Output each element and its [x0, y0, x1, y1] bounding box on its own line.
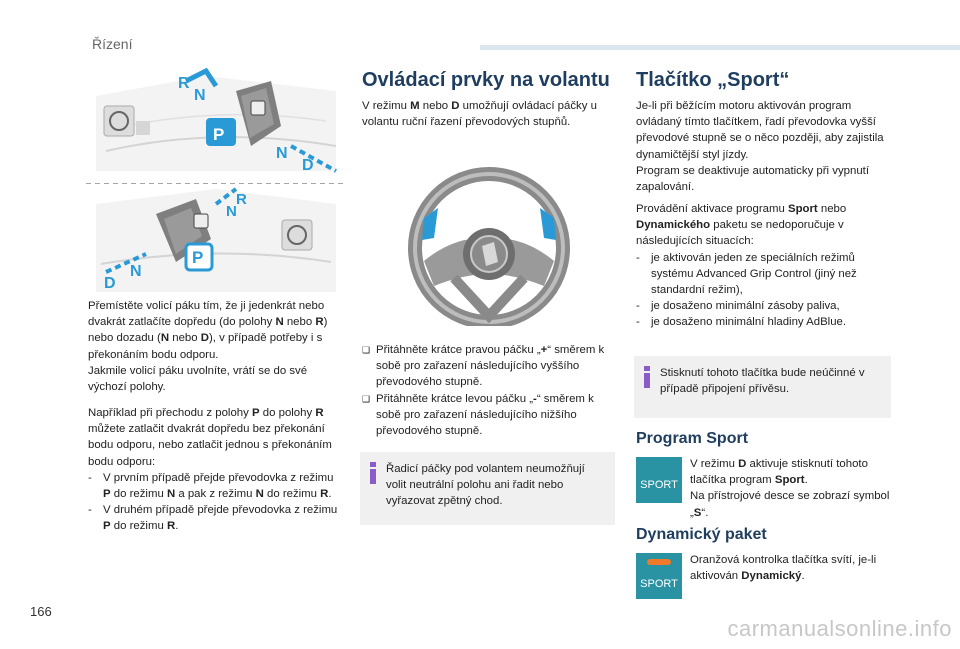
gear-letter: P	[192, 248, 204, 267]
dynamic-package-text: Oranžová kontrolka tlačítka svítí, je-li aktivován Dynamický.	[690, 554, 877, 583]
gear-letter: P	[213, 125, 225, 144]
list-item: - je aktivován jeden ze speciálních režimů systému Advanced Grip Control (jiný než standardní režim),	[636, 251, 857, 297]
gear-selector-example	[88, 405, 343, 535]
sport-button-restrictions: Provádění aktivace programu Sport nebo Dynamického paketu se nedoporučuje v následujících situacích: - je aktivován jeden ze speciálních režimů systému Advanced Grip Control (jiný než standardní režim), - je dosaženo minimální zásoby paliva, - je dosaženo minimální hladiny AdBlue.	[636, 201, 892, 331]
list-item: - V druhém případě přejde převodovka z režimu P do režimu R.	[88, 504, 338, 533]
running-header: Řízení	[92, 36, 133, 52]
sport-button-led-icon: SPORT	[636, 553, 682, 599]
steering-controls-intro: V režimu M nebo D umožňují ovládací páčky u volantu ruční řazení převodových stupňů.	[362, 100, 597, 129]
list-item: - je dosaženo minimální hladiny AdBlue.	[636, 316, 847, 329]
paragraph: Jakmile volicí páku uvolníte, vrátí se do své výchozí polohy.	[88, 364, 308, 394]
gear-letter: N	[130, 263, 142, 280]
section-title-sport-button: Tlačítko „Sport“	[636, 69, 790, 91]
info-icon	[644, 366, 650, 388]
info-icon	[370, 462, 376, 484]
gear-selector-label-layer-top	[86, 66, 346, 176]
paragraph: Například při přechodu z polohy P do polohy R můžete zatlačit dvakrát dopředu bez překonání bodu odporu, nebo zatlačit jednou s překonáním bodu odporu:	[88, 407, 332, 468]
info-note-paddles: Řadicí páčky pod volantem neumožňují volit neutrální polohu ani řadit nebo vyřazovat zpětný chod.	[360, 452, 615, 525]
list-item: - je dosaženo minimální zásoby paliva,	[636, 300, 840, 313]
page-number: 166	[30, 604, 52, 619]
paddle-instructions	[362, 342, 614, 439]
gear-selector-instructions	[88, 298, 343, 395]
gear-letter: D	[302, 157, 314, 174]
gear-letter: R	[178, 75, 190, 92]
sport-button-icon: SPORT	[636, 457, 682, 503]
section-title-program-sport: Program Sport	[636, 430, 749, 447]
paragraph: Přemístěte volicí páku tím, že ji jedenkrát nebo dvakrát zatlačíte dopředu (do polohy N nebo R) nebo dozadu (N nebo D), v případě potřeby i s překonáním bodu odporu.	[88, 300, 328, 361]
section-title-steering-controls: Ovládací prvky na volantu	[362, 69, 610, 91]
sport-button-description: Je-li při běžícím motoru aktivován program ovládaný tímto tlačítkem, řadí převodovka vyšší převodové stupně se o něco později, aby zajistila dynamičtější styl jízdy. Program se deaktivuje automaticky při vypnutí zapalování.	[636, 100, 884, 194]
gear-letter: N	[226, 203, 237, 220]
list-item: ❑ Přitáhněte krátce pravou páčku „+“ směrem k sobě pro zařazení následujícího vyššího převodového stupně.	[362, 344, 605, 389]
list-item: ❑ Přitáhněte krátce levou páčku „-“ směrem k sobě pro zařazení následujícího nižšího převodového stupně.	[362, 392, 594, 438]
gear-letter: D	[104, 275, 116, 292]
watermark: carmanualsonline.info	[727, 616, 952, 641]
gear-letter: N	[276, 145, 288, 162]
info-note-trailer: Stisknutí tohoto tlačítka bude neúčinné v případě připojení přívěsu.	[634, 356, 891, 418]
steering-wheel-illustration	[394, 166, 584, 326]
gear-letter: R	[236, 191, 247, 208]
section-title-dynamic-package: Dynamický paket	[636, 526, 767, 543]
program-sport-text: V režimu D aktivuje stisknutí tohoto tlačítka program Sport. Na přístrojové desce se zobrazí symbol „S“.	[690, 458, 890, 519]
orange-led-icon	[647, 559, 671, 565]
gear-letter: N	[194, 87, 206, 104]
gear-selector-label-layer-bottom	[86, 184, 346, 294]
list-item: - V prvním případě přejde převodovka z režimu P do režimu N a pak z režimu N do režimu R.	[88, 471, 334, 501]
header-rule	[480, 45, 960, 50]
